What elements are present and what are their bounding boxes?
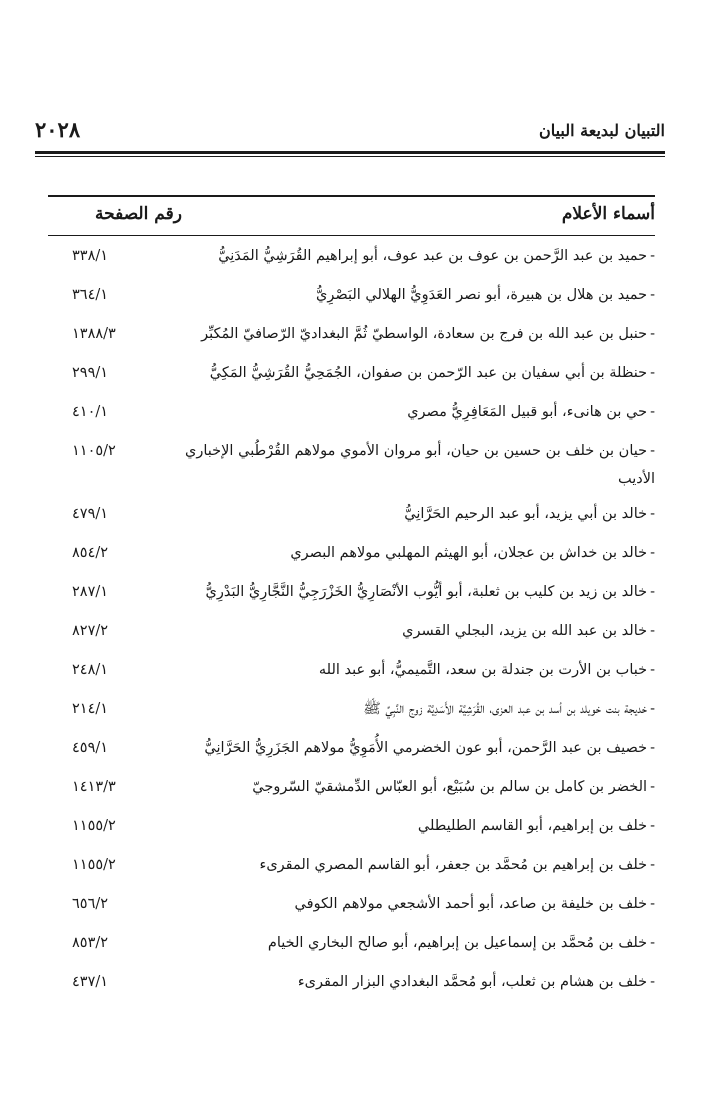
entry-dash: - xyxy=(650,935,655,951)
entry-dash: - xyxy=(650,974,655,990)
entry-name-text: حيان بن خلف بن حسين بن حيان، أبو مروان الأموي مولاهم القُرْطُبي الإخباري الأديب xyxy=(185,443,655,487)
entry-name xyxy=(185,578,655,606)
index-entries xyxy=(48,242,655,1007)
entry-name-text: خالد بن زيد بن كليب بن ثعلبة، أبو أيُّوب الأنْصَارِيُّ الخَزْرَجِيُّ النَّجَّارِيُّ البَدْرِيُّ xyxy=(205,584,648,600)
index-entry xyxy=(48,242,655,274)
index-entry xyxy=(48,437,655,493)
entry-page-ref: ٢٤٨/١ xyxy=(72,662,109,678)
entry-name xyxy=(185,851,655,879)
index-entry xyxy=(48,398,655,430)
entry-page-ref: ١١٥٥/٢ xyxy=(72,857,116,873)
entry-name xyxy=(185,890,655,918)
entry-name-text: خالد بن أبي يزيد، أبو عبد الرحيم الحَرَّانِيُّ xyxy=(404,506,648,522)
entry-dash: - xyxy=(650,443,655,459)
entry-name xyxy=(185,242,655,270)
index-entry xyxy=(48,617,655,649)
book-title: التبيان لبديعة البيان xyxy=(538,121,665,140)
index-entry xyxy=(48,929,655,961)
entry-dash: - xyxy=(650,779,655,795)
entry-name xyxy=(185,812,655,840)
entry-name-text: الخضر بن كامل بن سالم بن سُبَيْع، أبو العبّاس الدِّمشقيّ السّروجيّ xyxy=(252,779,648,795)
entry-name xyxy=(185,320,655,348)
index-entry xyxy=(48,890,655,922)
entry-name xyxy=(185,281,655,309)
entry-page-ref: ١١٥٥/٢ xyxy=(72,818,116,834)
entry-dash: - xyxy=(650,326,655,342)
entry-page-ref: ٢١٤/١ xyxy=(72,701,109,717)
index-entry xyxy=(48,539,655,571)
entry-dash: - xyxy=(650,896,655,912)
entry-dash: - xyxy=(650,662,655,678)
index-entry xyxy=(48,734,655,766)
entry-name-text: خالد بن خداش بن عجلان، أبو الهيثم المهلبي مولاهم البصري xyxy=(290,545,648,561)
entry-dash: - xyxy=(650,818,655,834)
entry-page-ref: ٨٥٣/٢ xyxy=(72,935,109,951)
entry-name-text: خباب بن الأرت بن جندلة بن سعد، التَّميميُّ، أبو عبد الله xyxy=(318,662,648,678)
entry-page-ref: ١٤١٣/٣ xyxy=(72,779,116,795)
entry-dash: - xyxy=(650,365,655,381)
entry-name-text: خصيف بن عبد الرَّحمن، أبو عون الخضرمي الأُمَوِيُّ مولاهم الجَزَرِيُّ الحَرَّانِيُّ xyxy=(204,740,648,756)
index-entry xyxy=(48,695,655,727)
index-entry xyxy=(48,281,655,313)
entry-name-text: حميد بن هلال بن هبيرة، أبو نصر العَدَوِيُّ الهلالي البَصْرِيُّ xyxy=(316,287,648,303)
running-header xyxy=(35,117,665,143)
index-entry xyxy=(48,773,655,805)
table-header-rule xyxy=(48,235,655,236)
header-rule-thin xyxy=(35,156,665,157)
entry-name-text: حنظلة بن أبي سفيان بن عبد الرّحمن بن صفوان، الجُمَحِيُّ القُرَشِيُّ المَكِيُّ xyxy=(209,365,648,381)
entry-page-ref: ٢٩٩/١ xyxy=(72,365,109,381)
entry-name xyxy=(185,773,655,801)
entry-name xyxy=(185,398,655,426)
entry-dash: - xyxy=(650,584,655,600)
entry-dash: - xyxy=(650,404,655,420)
entry-page-ref: ٣٣٨/١ xyxy=(72,248,109,264)
entry-dash: - xyxy=(650,287,655,303)
entry-dash: - xyxy=(650,248,655,264)
entry-name xyxy=(185,968,655,996)
entry-page-ref: ٤١٠/١ xyxy=(72,404,109,420)
index-entry xyxy=(48,320,655,352)
entry-name xyxy=(185,617,655,645)
entry-name-text: خلف بن هشام بن ثعلب، أبو مُحمَّد البغدادي البزار المقرىء xyxy=(297,974,648,990)
entry-name xyxy=(185,929,655,957)
entry-name-text: خلف بن إبراهيم، أبو القاسم الطليطلي xyxy=(417,818,648,834)
entry-name-text: حنبل بن عبد الله بن فرج بن سعادة، الواسطيّ ثُمَّ البغداديّ الرّصافيّ المُكبِّر xyxy=(201,326,648,342)
entry-page-ref: ٤٣٧/١ xyxy=(72,974,109,990)
entry-dash: - xyxy=(650,506,655,522)
index-entry xyxy=(48,812,655,844)
entry-page-ref: ١٣٨٨/٣ xyxy=(72,326,116,342)
index-entry xyxy=(48,851,655,883)
entry-name-text: خالد بن عبد الله بن يزيد، البجلي القسري xyxy=(402,623,648,639)
entry-dash: - xyxy=(650,857,655,873)
entry-page-ref: ١١٠٥/٢ xyxy=(72,443,116,459)
entry-name-text: خلف بن مُحمَّد بن إسماعيل بن إبراهيم، أبو صالح البخاري الخيام xyxy=(267,935,648,951)
index-entry xyxy=(48,656,655,688)
index-entry xyxy=(48,578,655,610)
entry-name xyxy=(185,359,655,387)
entry-page-ref: ٨٢٧/٢ xyxy=(72,623,109,639)
entry-name xyxy=(185,656,655,684)
index-entry xyxy=(48,500,655,532)
index-entry xyxy=(48,968,655,1000)
names-column-header: أسماء الأعلام xyxy=(561,204,655,224)
entry-dash: - xyxy=(650,701,655,717)
entry-dash: - xyxy=(650,623,655,639)
entry-name-text: خلف بن خليفة بن صاعد، أبو أحمد الأشجعي مولاهم الكوفي xyxy=(294,896,648,912)
entry-name-text: خلف بن إبراهيم بن مُحمَّد بن جعفر، أبو القاسم المصري المقرىء xyxy=(259,857,648,873)
entry-page-ref: ٤٥٩/١ xyxy=(72,740,109,756)
entry-page-ref: ٢٨٧/١ xyxy=(72,584,109,600)
table-top-rule xyxy=(48,195,655,197)
entry-name xyxy=(185,437,655,493)
entry-name-text: حي بن هانىء، أبو قبيل المَعَافِرِيُّ مصري xyxy=(407,404,648,420)
header-rule-thick xyxy=(35,151,665,154)
entry-name xyxy=(185,695,655,723)
entry-page-ref: ٨٥٤/٢ xyxy=(72,545,109,561)
index-entry xyxy=(48,359,655,391)
entry-name xyxy=(185,734,655,762)
entry-name xyxy=(185,539,655,567)
entry-dash: - xyxy=(650,740,655,756)
pages-column-header: رقم الصفحة xyxy=(95,204,182,224)
entry-name-text: خديجة بنت خويلد بن أسد بن عبد العزى، القُرَشِيَّة الأَسَدِيَّة زوج النَّبِيِّ ﷺ xyxy=(363,701,648,717)
entry-name xyxy=(185,500,655,528)
entry-name-text: حميد بن عبد الرَّحمن بن عوف بن عبد عوف، أبو إبراهيم القُرَشِيُّ المَدَنِيُّ xyxy=(218,248,648,264)
page-number: ٢٠٢٨ xyxy=(35,117,81,142)
entry-page-ref: ٦٥٦/٢ xyxy=(72,896,109,912)
entry-page-ref: ٣٦٤/١ xyxy=(72,287,109,303)
entry-page-ref: ٤٧٩/١ xyxy=(72,506,109,522)
entry-dash: - xyxy=(650,545,655,561)
